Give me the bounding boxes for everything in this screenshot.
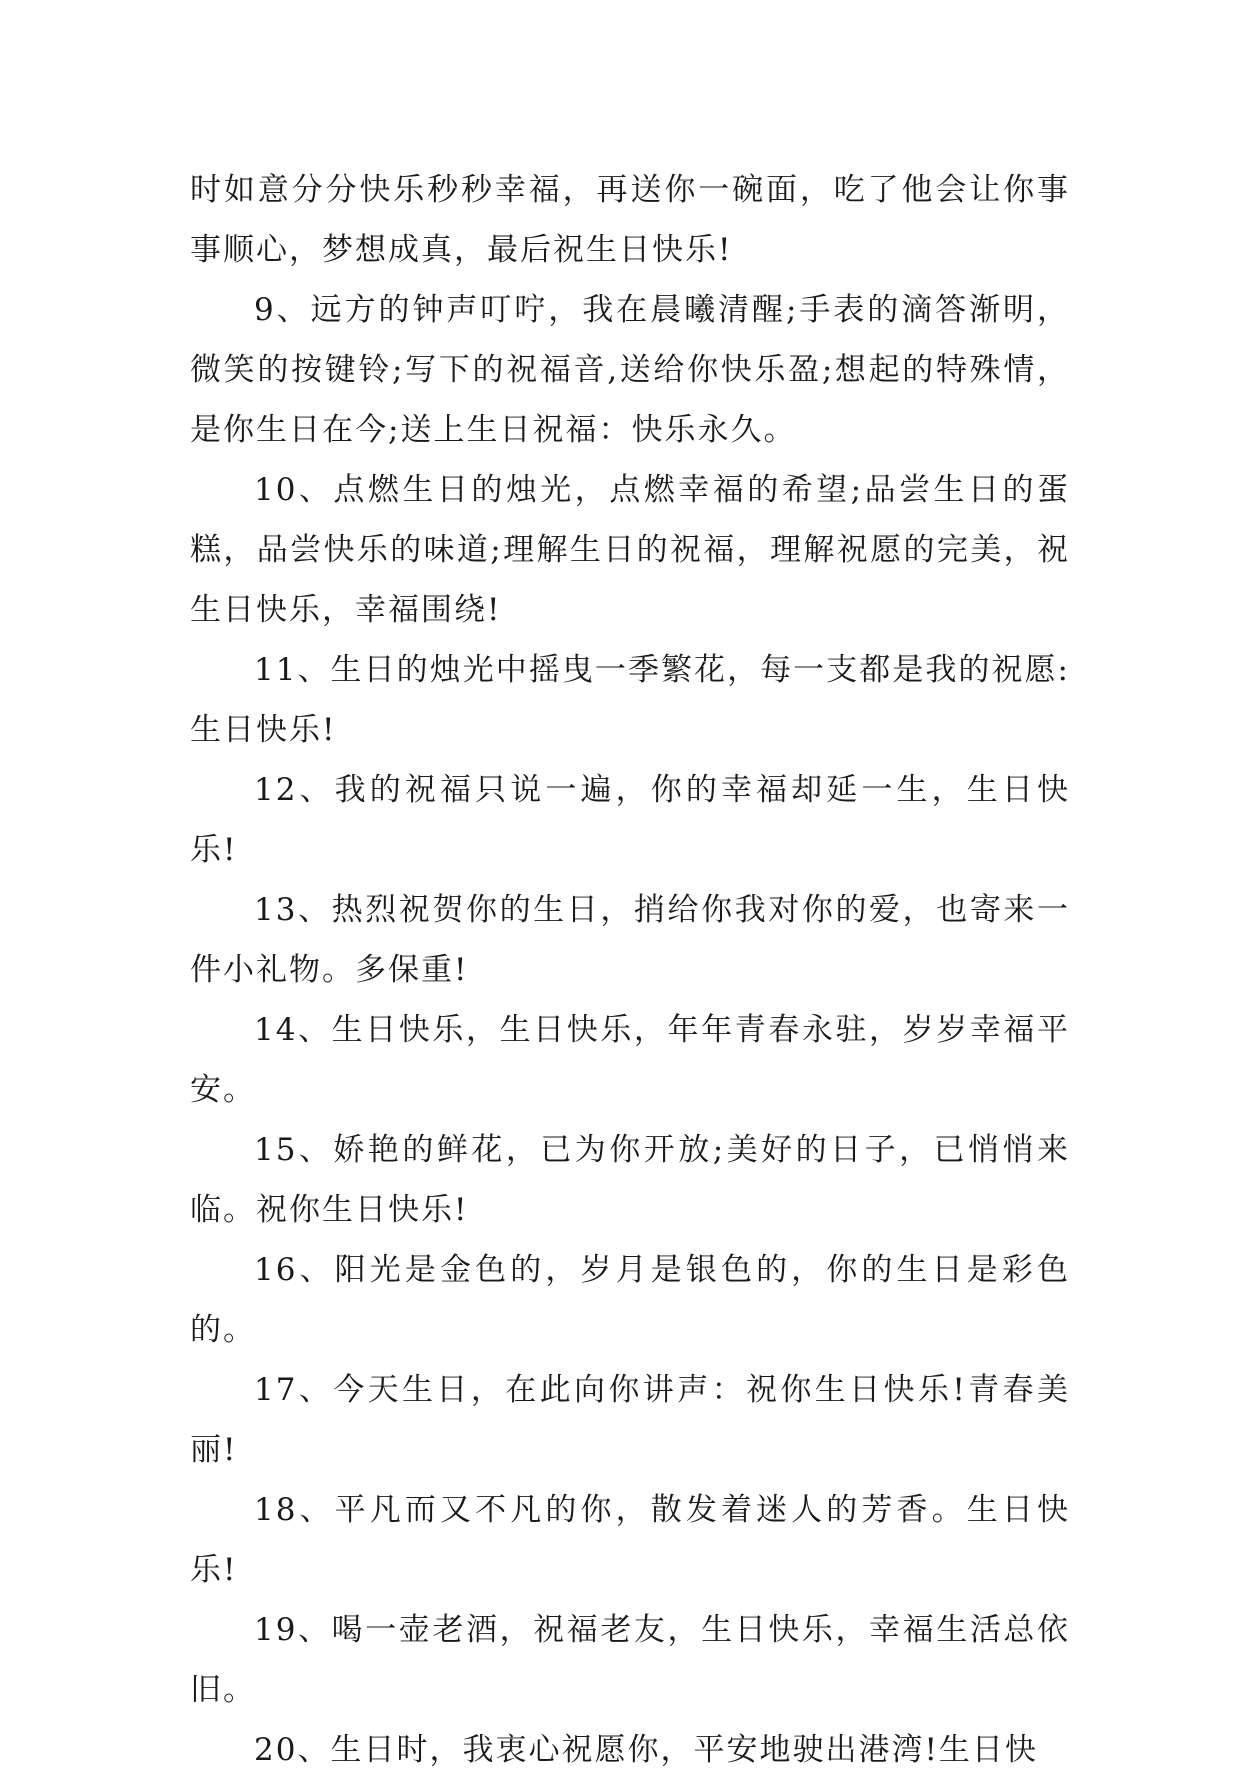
paragraph-item-10: 10、点燃生日的烛光，点燃幸福的希望;品尝生日的蛋糕，品尝快乐的味道;理解生日的祝福，理解祝愿的完美，祝生日快乐，幸福围绕! bbox=[190, 472, 1070, 628]
paragraph-item-13: 13、热烈祝贺你的生日，捎给你我对你的爱，也寄来一件小礼物。多保重! bbox=[190, 892, 1070, 988]
document-body bbox=[190, 160, 1070, 1780]
paragraph-item-9: 9、远方的钟声叮咛，我在晨曦清醒;手表的滴答渐明，微笑的按键铃;写下的祝福音,送给你快乐盈;想起的特殊情，是你生日在今;送上生日祝福：快乐永久。 bbox=[190, 292, 1070, 448]
paragraph-continuation: 时如意分分快乐秒秒幸福，再送你一碗面，吃了他会让你事事顺心，梦想成真，最后祝生日快乐! bbox=[190, 172, 1070, 268]
paragraph-item-18: 18、平凡而又不凡的你，散发着迷人的芳香。生日快乐! bbox=[190, 1492, 1070, 1588]
paragraph-item-11: 11、生日的烛光中摇曳一季繁花，每一支都是我的祝愿:生日快乐! bbox=[190, 652, 1070, 748]
paragraph-item-12: 12、我的祝福只说一遍，你的幸福却延一生，生日快乐! bbox=[190, 772, 1070, 868]
paragraph-item-16: 16、阳光是金色的，岁月是银色的，你的生日是彩色的。 bbox=[190, 1252, 1070, 1348]
paragraph-item-20: 20、生日时，我衷心祝愿你，平安地驶出港湾!生日快 bbox=[254, 1732, 1038, 1768]
paragraph-item-17: 17、今天生日，在此向你讲声：祝你生日快乐!青春美丽! bbox=[190, 1372, 1070, 1468]
paragraph-item-19: 19、喝一壶老酒，祝福老友，生日快乐，幸福生活总依旧。 bbox=[190, 1612, 1070, 1708]
paragraph-item-14: 14、生日快乐，生日快乐，年年青春永驻，岁岁幸福平安。 bbox=[190, 1012, 1070, 1108]
paragraph-item-15: 15、娇艳的鲜花，已为你开放;美好的日子，已悄悄来临。祝你生日快乐! bbox=[190, 1132, 1070, 1228]
